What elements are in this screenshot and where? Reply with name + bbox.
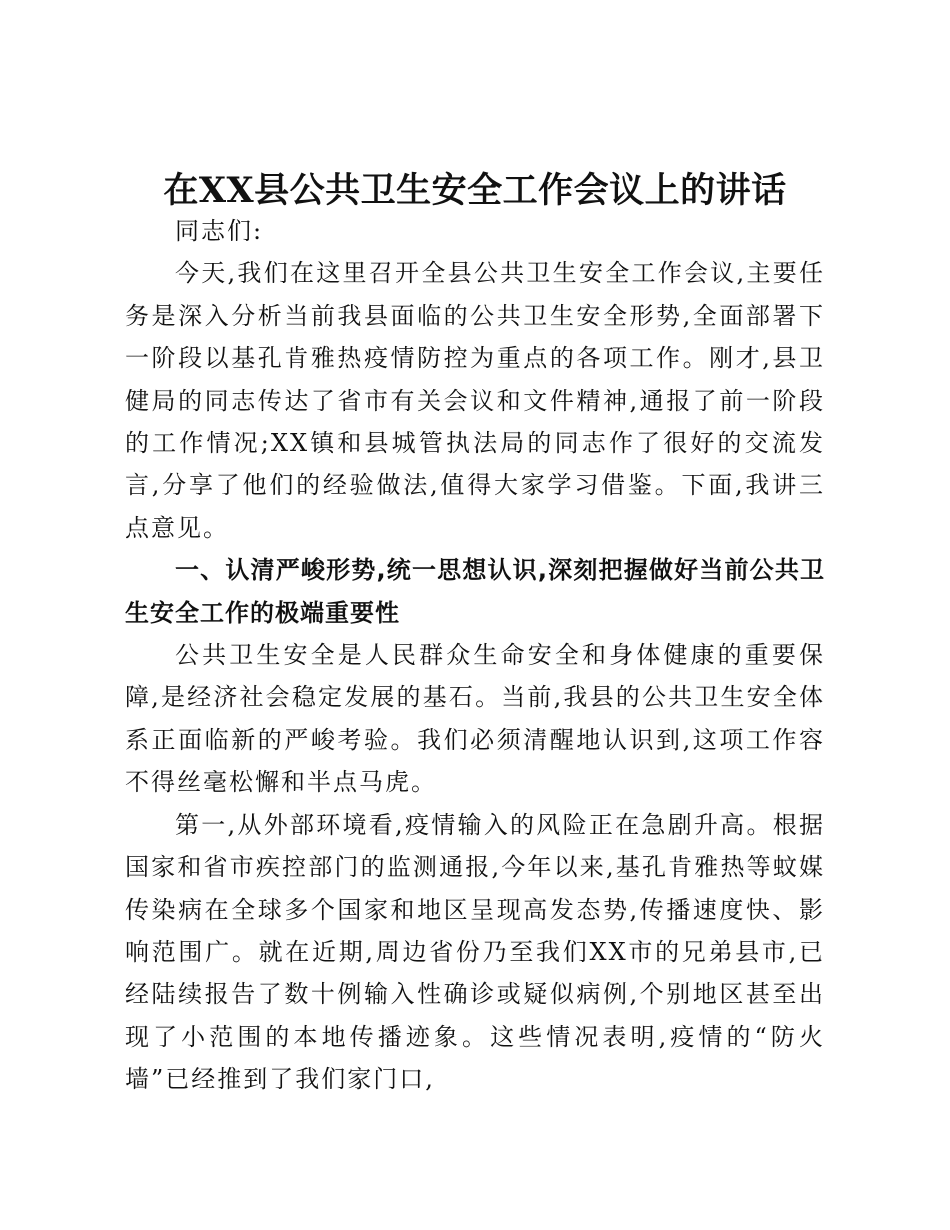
paragraph-3: 第一,从外部环境看,疫情输入的风险正在急剧升高。根据国家和省市疾控部门的监测通报,今年以来,基孔肯雅热等蚊媒传染病在全球多个国家和地区呈现高发态势,传播速度快、影响范围广。就在近期,周边省份乃至我们XX市的兄弟县市,已经陆续报告了数十例输入性确诊或疑似病例,个别地区甚至出现了小范围的本地传播迹象。这些情况表明,疫情的“防火墙”已经推到了我们家门口, (125, 810, 825, 1094)
paragraph-2: 公共卫生安全是人民群众生命安全和身体健康的重要保障,是经济社会稳定发展的基石。当前,我县的公共卫生安全体系正面临新的严峻考验。我们必须清醒地认识到,这项工作容不得丝毫松懈和半点马虎。 (125, 641, 825, 797)
document-body (125, 210, 825, 1101)
document-title: 在XX县公共卫生安全工作会议上的讲话 (163, 170, 787, 211)
section-heading-1: 一、认清严峻形势,统一思想认识,深刻把握做好当前公共卫生安全工作的极端重要性 (125, 556, 825, 627)
paragraph-intro: 今天,我们在这里召开全县公共卫生安全工作会议,主要任务是深入分析当前我县面临的公共卫生安全形势,全面部署下一阶段以基孔肯雅热疫情防控为重点的各项工作。刚才,县卫健局的同志传达了省市有关会议和文件精神,通报了前一阶段的工作情况;XX镇和县城管执法局的同志作了很好的交流发言,分享了他们的经验做法,值得大家学习借鉴。下面,我讲三点意见。 (125, 259, 825, 542)
greeting: 同志们: (175, 217, 264, 245)
